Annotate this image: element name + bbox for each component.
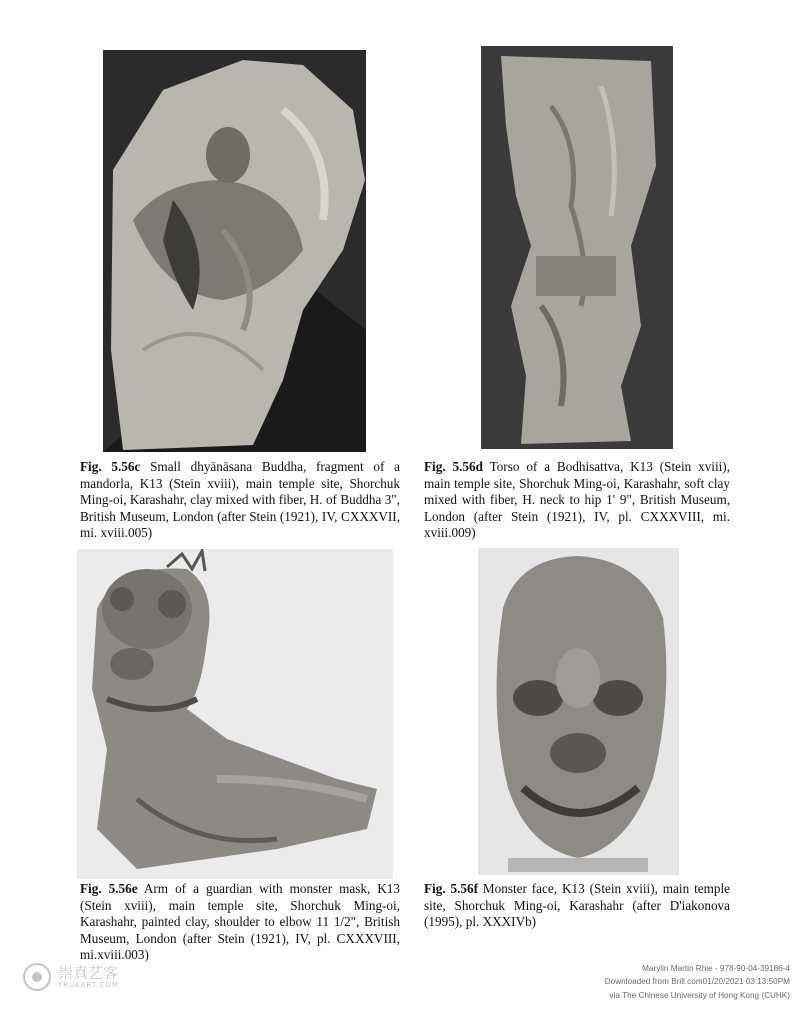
figure-5-56c-caption <box>80 459 400 542</box>
figure-5-56f-photo <box>478 548 679 875</box>
footer-author-isbn: Marylin Martin Rhie - 978-90-04-39186-4 <box>642 964 790 973</box>
figure-caption-text: Monster face, K13 (Stein xviii), main temple site, Shorchuk Ming-oi, Karashahr (after D'iakonova (1995), pl. XXXIVb) <box>424 881 730 930</box>
figure-5-56d-photo <box>481 46 673 449</box>
figure-label: Fig. 5.56c <box>80 459 141 474</box>
figure-label: Fig. 5.56f <box>424 881 478 896</box>
download-footer <box>605 962 790 1002</box>
figure-5-56c-photo <box>103 50 366 452</box>
figure-5-56e-photo <box>77 549 393 879</box>
figure-5-56d-caption <box>424 459 730 542</box>
guardian-arm-image <box>77 549 393 879</box>
footer-download-info: Downloaded from Brill.com01/20/2021 03:13:50PM <box>604 977 790 987</box>
monster-face-image <box>478 548 679 875</box>
figure-5-56f-caption <box>424 881 730 931</box>
figure-label: Fig. 5.56d <box>424 459 483 474</box>
watermark-text: 崇真艺客 <box>58 964 119 982</box>
bodhisattva-torso-image <box>481 46 673 449</box>
figure-label: Fig. 5.56e <box>80 881 138 896</box>
buddha-fragment-image <box>103 50 366 452</box>
figure-caption-text: Torso of a Bodhisattva, K13 (Stein xviii), main temple site, Shorchuk Ming-oi, Karashahr, soft clay mixed with fiber, H. neck to hip 1' 9", British Museum, London (after Stein (1921), IV, pl. CXXXVIII, mi. xviii.009) <box>424 459 730 541</box>
watermark <box>22 962 119 992</box>
figure-caption-text: Small dhyānāsana Buddha, fragment of a mandorla, K13 (Stein xviii), main temple site, Shorchuk Ming-oi, Karashahr, clay mixed with fiber, H. of Buddha 3", British Museum, London (after Stein (1921), IV, CXXXVII, mi. xviii.005) <box>80 459 401 541</box>
figure-caption-text: Arm of a guardian with monster mask, K13 (Stein xviii), main temple site, Shorchuk Ming-oi, Karashahr, painted clay, shoulder to elbow 11 1/2", British Museum, London (after Stein (1921), IV, pl. CXXXVIII, mi.xviii.003) <box>80 881 400 963</box>
watermark-subtext: TRUEART.COM <box>58 981 119 989</box>
figure-5-56e-caption <box>80 881 400 964</box>
watermark-logo-icon <box>22 962 52 992</box>
footer-institution: via The Chinese University of Hong Kong (CUHK) <box>609 990 790 1000</box>
